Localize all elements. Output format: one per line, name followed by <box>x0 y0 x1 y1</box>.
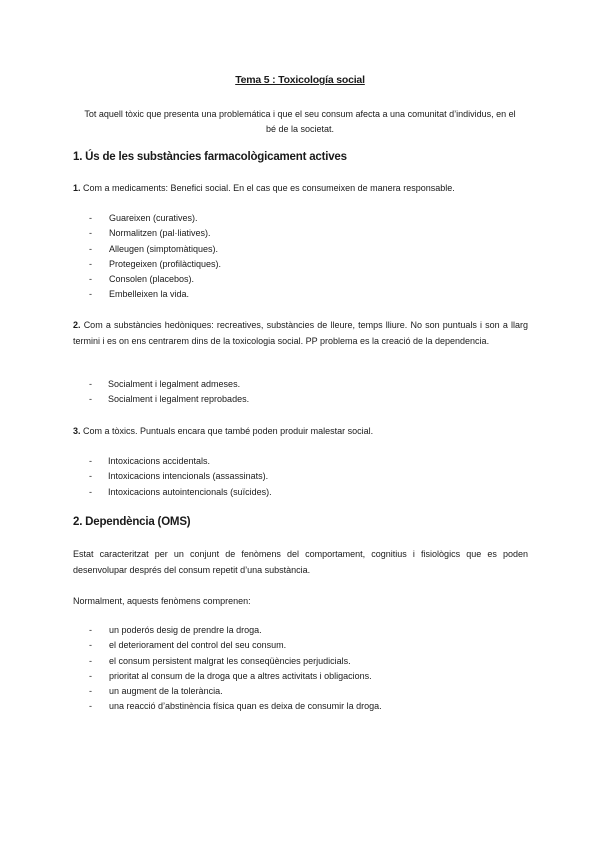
document-page: Tema 5 : Toxicología social Tot aquell tòxic que presenta una problemática i que el seu consum afecta a una comunitat d’individus, en el bé de la societat. 1. Ús de les substàncies farmacològicament actives 1. Com a medicaments: Benefici social. En el cas que es consumeixen de manera responsable. - Guareixen (curatives). - Normalitzen (pal·liatives). - Alleugen (simptomàtiques). - Protegeixen (profilàctiques). - Consolen (placebos). - Embelleixen la vida. 2. Com a substàncies hedòniques: recreatives, substàncies de lleure, temps lliure. No son puntuals i son a llarg termini i es on ens centrarem dins de la toxicologia social. PP problema es la creació de la dependencia. - Socialment i legalment admeses. - Socialment i legalment reprobades. 3. Com a tòxics. Puntuals encara que també poden produir malestar social. - Intoxicacions accidentals. - Intoxicacions intencionals (assassinats). - Intoxicacions autointencionals (suïcides). 2. Dependència (OMS) Estat caracteritzat per un conjunt de fenòmens del comportament, cognitius i fisiològics que es poden desenvolupar després del consum repetit d’una substància. Normalment, aquests fenòmens comprenen: - un poderós desig de prendre la droga. - el deteriorament del control del seu consum. - el consum persistent malgrat les conseqüències perjudicials. - prioritat al consum de la droga que a altres activitats i obligacions. - un augment de la tolerància. - una reacció d’abstinència física quan es deixa de consumir la droga. <box>0 0 600 848</box>
paragraph-text: Com a medicaments: Benefici social. En el cas que es consumeixen de manera responsable. <box>83 183 455 193</box>
section-1-paragraph-2 <box>73 318 528 349</box>
bullet-dash: - <box>89 625 92 635</box>
paragraph-text: Com a tòxics. Puntuals encara que també poden produir malestar social. <box>83 426 374 436</box>
bullet-dash: - <box>89 471 92 482</box>
intro-paragraph: Tot aquell tòxic que presenta una problemática i que el seu consum afecta a una comunitat d’individus, en el bé de la societat. <box>84 109 516 134</box>
bullet-dash: - <box>89 640 92 651</box>
bullet-dash: - <box>89 379 92 389</box>
paragraph-number: 3. <box>73 426 81 436</box>
bullet-dash: - <box>89 228 92 239</box>
section-2-paragraph-1: Estat caracteritzat per un conjunt de fenòmens del comportament, cognitius i fisiològics que es poden desenvolupar després del consum repetit d’una substància. <box>73 549 528 575</box>
bullet-dash: - <box>89 258 92 269</box>
bullet-dash: - <box>89 394 92 405</box>
bullet-dash: - <box>89 274 92 285</box>
bullet-dash: - <box>89 686 92 697</box>
section-1-paragraph-3 <box>73 424 528 440</box>
bullet-dash: - <box>89 456 92 466</box>
paragraph-number: 2. <box>73 320 81 330</box>
bullet-dash: - <box>89 213 92 223</box>
section-2-heading: 2. Dependència (OMS) <box>73 516 191 528</box>
page-title: Tema 5 : Toxicología social <box>235 74 365 86</box>
section-2-paragraph-2: Normalment, aquests fenòmens comprenen: <box>73 596 251 606</box>
bullet-dash: - <box>89 701 92 712</box>
bullet-dash: - <box>89 243 92 254</box>
bullet-dash: - <box>89 670 92 681</box>
section-1-heading: 1. Ús de les substàncies farmacològicament actives <box>73 151 347 163</box>
bullet-dash: - <box>89 655 92 666</box>
bullet-dash: - <box>89 289 92 300</box>
paragraph-text: Com a substàncies hedòniques: recreatives, substàncies de lleure, temps lliure. No son puntuals i son a llarg termini i es on ens centrarem dins de la toxicologia social. PP problema es la creació de la dependencia. <box>73 320 528 346</box>
bullet-dash: - <box>89 486 92 497</box>
section-1-paragraph-1 <box>73 181 528 197</box>
paragraph-number: 1. <box>73 183 81 193</box>
